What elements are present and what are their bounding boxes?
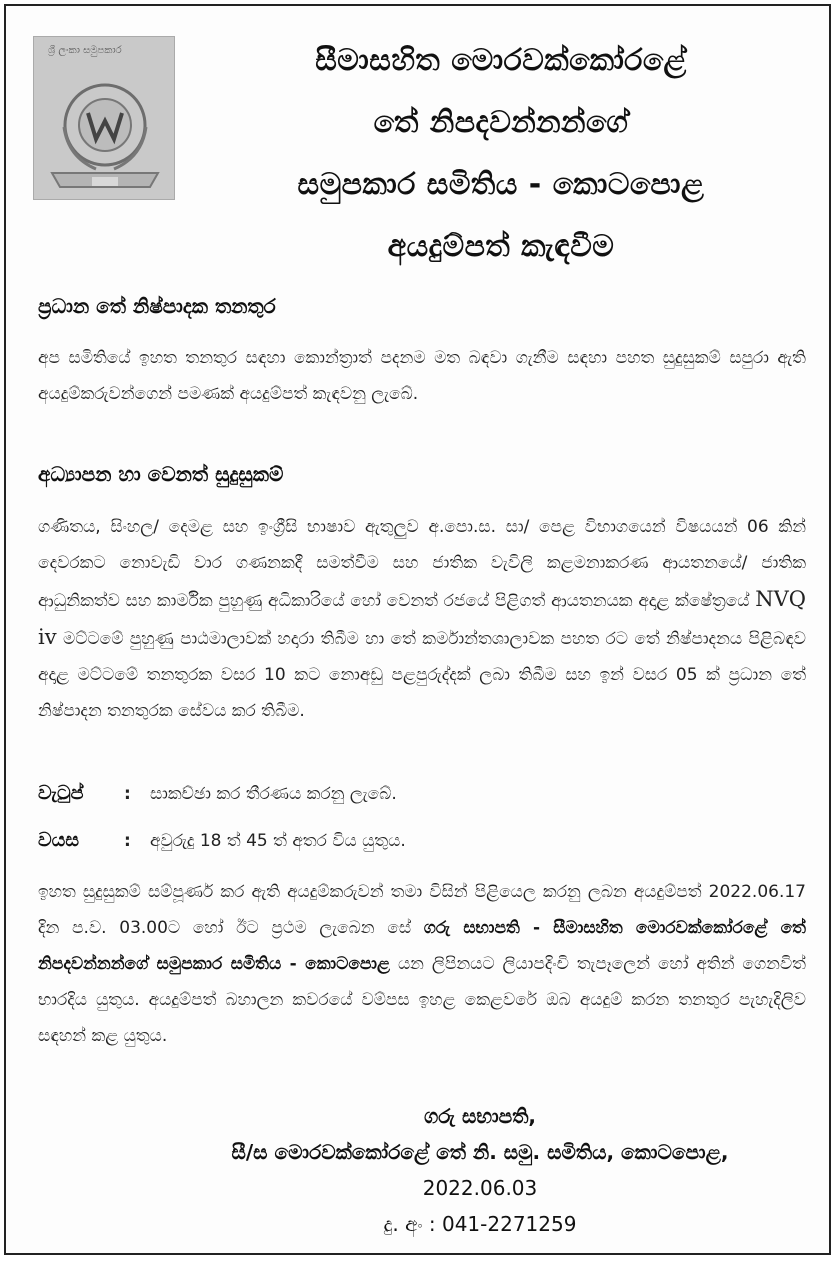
- telephone-number: දු. අං : 041-2271259: [383, 1212, 577, 1236]
- qualifications-text: [38, 509, 806, 729]
- emblem-icon: [34, 37, 176, 201]
- age-label: වයස: [38, 829, 79, 851]
- age-colon: :: [124, 831, 131, 851]
- advert-title: [196, 30, 806, 278]
- qualifications-heading: අධ්‍යාපන හා වෙනත් සුදුසුකම්: [38, 462, 284, 486]
- title-line-1: සීමාසහිත මොරවක්කෝරළේ: [315, 43, 687, 78]
- qualifications-text-after: මට්ටමේ පුහුණු පාඨමාලාවක් හදාරා තිබීම හා තේ කර්මාන්තශාලාවක පහත රට තේ නිෂ්පාදනය පිළිබඳව අදාළ මට්ටමේ තනතුරක වසර 10 කට නොඅඩු පළපුරුද්දක් ලබා තිබීම සහ ඉන් වසර 05 ක් ප්‍රධාන තේ නිෂ්පාදන තනතුරක සේවය කර තිබීම.: [38, 629, 806, 721]
- position-intro: අප සමිතියේ ඉහත තනතුර සඳහා කොන්ත්‍රාත් පදනම මත බඳවා ගැනීම සඳහා පහත සුදුසුකම් සපුරා ඇති අයදුම්කරුවන්ගෙන් පමණක් අයදුම්පත් කැඳවනු ලැබේ.: [38, 348, 806, 404]
- title-line-2: තේ නිපදවන්නන්ගේ: [373, 105, 629, 140]
- age-value: අවුරුදු 18 ත් 45 ත් අතර විය යුතුය.: [150, 831, 406, 851]
- title-line-4: අයදුම්පත් කැඳවීම: [387, 229, 615, 264]
- qualifications-text-before: ගණිතය, සිංහල/ දෙමළ සහ ඉංග්‍රීසි භාෂාව ඇතුලුව අ.පො.ස. සා/ පෙළ විභාගයෙන් විෂයයන් 06 කින් දෙවරකට නොවැඩි වාර ගණනකදී සමත්වීම සහ ජාතික වැවිලි කළමනාකරණ ආයතනයේ/ ජාතික ආධුනිකත්ව සහ කාර්මික පුහුණු අධිකාරියේ හෝ වෙනත් රජයේ පිළිගත් ආයතනයක අදාළ ක්ෂේත්‍රයේ: [38, 517, 806, 611]
- instructions-part-1: ඉහත සුදුසුකම් සම්පූර්ණ කර ඇති අයදුම්කරුවන් තමා විසින් පිළියෙල කරනු ලබන අයදුම්පත් 2022.06.17 දින ප.ව. 03.00ට හෝ ඊට ප්‍රථම ලැබෙන සේ: [38, 882, 806, 938]
- salary-row: [38, 782, 397, 804]
- logo-text: ශ්‍රී ලංකා සමුපකාර: [48, 45, 122, 56]
- society-logo: [33, 36, 175, 200]
- position-heading: ප්‍රධාන තේ නිෂ්පාදක තනතුර: [38, 294, 276, 318]
- age-row: [38, 829, 406, 851]
- salary-label: වැටුප්: [38, 782, 84, 804]
- signature-date: 2022.06.03: [422, 1176, 538, 1200]
- title-line-3: සමුපකාර සමිතිය - කොටපොළ: [297, 167, 705, 202]
- salary-value: සාකච්ඡා කර තීරණය කරනු ලැබේ.: [150, 784, 397, 804]
- signature-title: ගරු සභාපති,: [423, 1104, 537, 1128]
- instructions-address: ගරු සභාපති - සීමාසහිත මොරවක්කෝරළේ තේ නිපදවන්නන්ගේ සමුපකාර සමිතිය - කොටපොළ: [38, 918, 806, 974]
- nvq-level: NVQ iv: [38, 587, 806, 649]
- signature-block: [150, 1098, 810, 1242]
- signature-organisation: සී/ස මොරවක්කෝරළේ තේ නි. සමු. සමිතිය, කොටපොළ,: [231, 1140, 729, 1164]
- instructions-part-2: යන ලිපිනයට ලියාපදිංචි තැපෑලෙන් හෝ අතින් ගෙනවිත් භාරදිය යුතුය. අයදුම්පත් බහාලන කවරයේ වම්පස ඉහළ කෙළවරේ ඔබ අයදුම් කරන තනතුර පැහැදිලිව සඳහන් කළ යුතුය.: [38, 954, 806, 1046]
- salary-colon: :: [124, 784, 131, 804]
- application-instructions: [38, 874, 806, 1054]
